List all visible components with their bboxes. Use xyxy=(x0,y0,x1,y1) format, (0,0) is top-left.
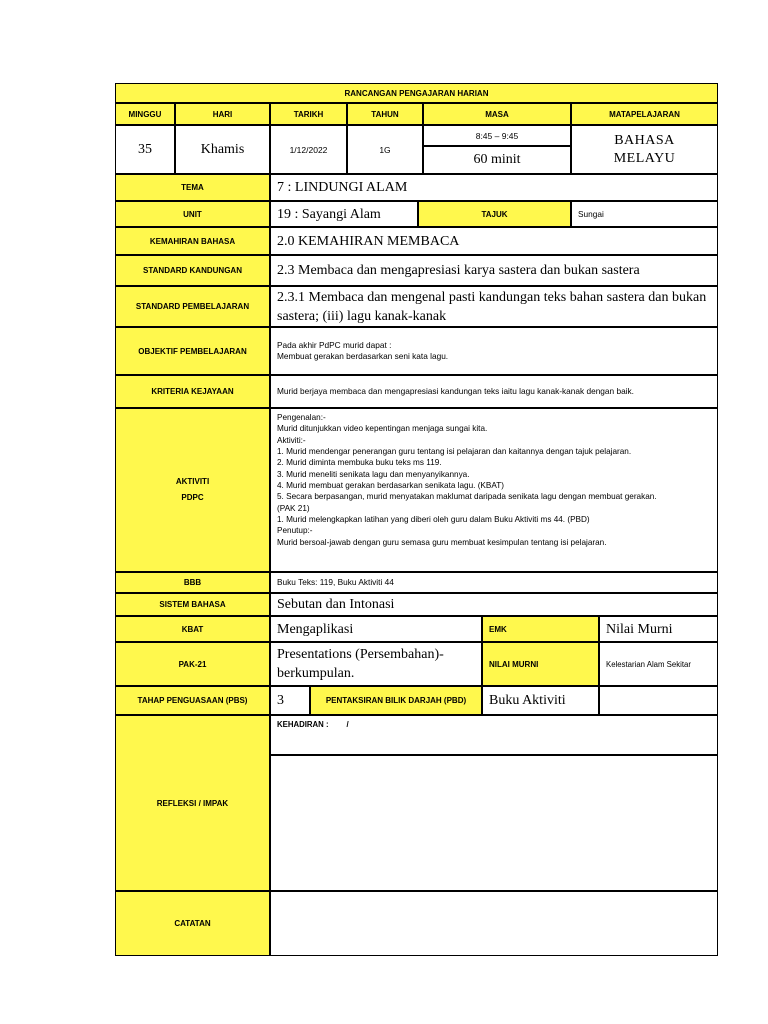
hari-header: HARI xyxy=(175,103,270,125)
objektif-cell xyxy=(270,327,718,375)
tarikh-value: 1/12/2022 xyxy=(270,125,347,174)
aktiviti-content xyxy=(270,408,718,572)
hari-value: Khamis xyxy=(175,125,270,174)
kehadiran-label: KEHADIRAN : xyxy=(277,720,329,729)
standard-kandungan-value: 2.3 Membaca dan mengapresiasi karya sastera dan bukan sastera xyxy=(270,255,718,286)
aktiviti-line: Aktiviti:- xyxy=(277,435,306,445)
kriteria-value: Murid berjaya membaca dan mengapresiasi kandungan teks iaitu lagu kanak-kanak dengan baik. xyxy=(270,375,718,408)
catatan-content xyxy=(270,891,718,956)
masa-duration: 60 minit xyxy=(423,146,571,174)
nilai-murni-label: NILAI MURNI xyxy=(482,642,599,686)
tajuk-value: Sungai xyxy=(571,201,718,227)
tahap-penguasaan-label: TAHAP PENGUASAAN (PBS) xyxy=(115,686,270,715)
pbd-extra-cell xyxy=(599,686,718,715)
standard-pembelajaran-value: 2.3.1 Membaca dan mengenal pasti kandungan teks bahan sastera dan bukan sastera; (iii) lagu kanak-kanak xyxy=(270,286,718,327)
standard-pembelajaran-label: STANDARD PEMBELAJARAN xyxy=(115,286,270,327)
tema-value: 7 : LINDUNGI ALAM xyxy=(270,174,718,201)
tarikh-header: TARIKH xyxy=(270,103,347,125)
sistem-bahasa-value: Sebutan dan Intonasi xyxy=(270,593,718,616)
aktiviti-line: Pengenalan:- xyxy=(277,413,326,422)
aktiviti-line: 4. Murid membuat gerakan berdasarkan senikata lagu. (KBAT) xyxy=(277,481,504,491)
minggu-value: 35 xyxy=(115,125,175,174)
kehadiran-cell xyxy=(270,715,718,755)
sistem-bahasa-label: SISTEM BAHASA xyxy=(115,593,270,616)
kehadiran-separator: / xyxy=(346,720,349,729)
refleksi-content xyxy=(270,755,718,891)
emk-label: EMK xyxy=(482,616,599,642)
matapelajaran-header: MATAPELAJARAN xyxy=(571,103,718,125)
aktiviti-label-line1: AKTIVITI xyxy=(175,477,210,486)
nilai-murni-value: Kelestarian Alam Sekitar xyxy=(599,642,718,686)
aktiviti-line: 5. Secara berpasangan, murid menyatakan maklumat daripada senikata lagu dengan membuat gerakan. xyxy=(277,492,657,502)
catatan-label: CATATAN xyxy=(115,891,270,956)
kriteria-label: KRITERIA KEJAYAAN xyxy=(115,375,270,408)
standard-kandungan-label: STANDARD KANDUNGAN xyxy=(115,255,270,286)
objektif-line2: Membuat gerakan berdasarkan seni kata lagu. xyxy=(277,351,449,361)
aktiviti-line: 2. Murid diminta membuka buku teks ms 119. xyxy=(277,458,442,468)
aktiviti-line: 3. Murid meneliti senikata lagu dan menyanyikannya. xyxy=(277,469,470,479)
unit-label: UNIT xyxy=(115,201,270,227)
aktiviti-line: 1. Murid mendengar penerangan guru tentang isi pelajaran dan kaitannya dengan tajuk pelajaran. xyxy=(277,447,632,457)
masa-time: 8:45 – 9:45 xyxy=(423,125,571,146)
pbd-label: PENTAKSIRAN BILIK DARJAH (PBD) xyxy=(310,686,482,715)
table-title: RANCANGAN PENGAJARAN HARIAN xyxy=(115,83,718,103)
pak21-label: PAK-21 xyxy=(115,642,270,686)
aktiviti-line: (PAK 21) xyxy=(277,503,310,513)
tahap-penguasaan-value: 3 xyxy=(270,686,310,715)
aktiviti-label-line2: PDPC xyxy=(181,493,204,502)
tajuk-label: TAJUK xyxy=(418,201,571,227)
lesson-plan-table xyxy=(115,83,718,956)
tahun-header: TAHUN xyxy=(347,103,423,125)
bbb-value: Buku Teks: 119, Buku Aktiviti 44 xyxy=(270,572,718,593)
matapelajaran-value: BAHASA MELAYU xyxy=(571,125,718,174)
kbat-value: Mengaplikasi xyxy=(270,616,482,642)
kemahiran-value: 2.0 KEMAHIRAN MEMBACA xyxy=(270,227,718,255)
minggu-header: MINGGU xyxy=(115,103,175,125)
pak21-value: Presentations (Persembahan)-berkumpulan. xyxy=(270,642,482,686)
aktiviti-line: Murid ditunjukkan video kepentingan menjaga sungai kita. xyxy=(277,424,488,434)
unit-value: 19 : Sayangi Alam xyxy=(270,201,418,227)
aktiviti-line: Penutup:- xyxy=(277,526,313,536)
aktiviti-line: Murid bersoal-jawab dengan guru semasa guru membuat kesimpulan tentang isi pelajaran. xyxy=(277,537,607,547)
tema-label: TEMA xyxy=(115,174,270,201)
kbat-label: KBAT xyxy=(115,616,270,642)
masa-header: MASA xyxy=(423,103,571,125)
tahun-value: 1G xyxy=(347,125,423,174)
bbb-label: BBB xyxy=(115,572,270,593)
objektif-line1: Pada akhir PdPC murid dapat : xyxy=(277,340,392,350)
refleksi-label: REFLEKSI / IMPAK xyxy=(115,715,270,891)
aktiviti-label xyxy=(115,408,270,572)
aktiviti-line: 1. Murid melengkapkan latihan yang diberi oleh guru dalam Buku Aktiviti ms 44. (PBD) xyxy=(277,515,590,525)
emk-value: Nilai Murni xyxy=(599,616,718,642)
objektif-label: OBJEKTIF PEMBELAJARAN xyxy=(115,327,270,375)
pbd-value: Buku Aktiviti xyxy=(482,686,599,715)
kemahiran-label: KEMAHIRAN BAHASA xyxy=(115,227,270,255)
